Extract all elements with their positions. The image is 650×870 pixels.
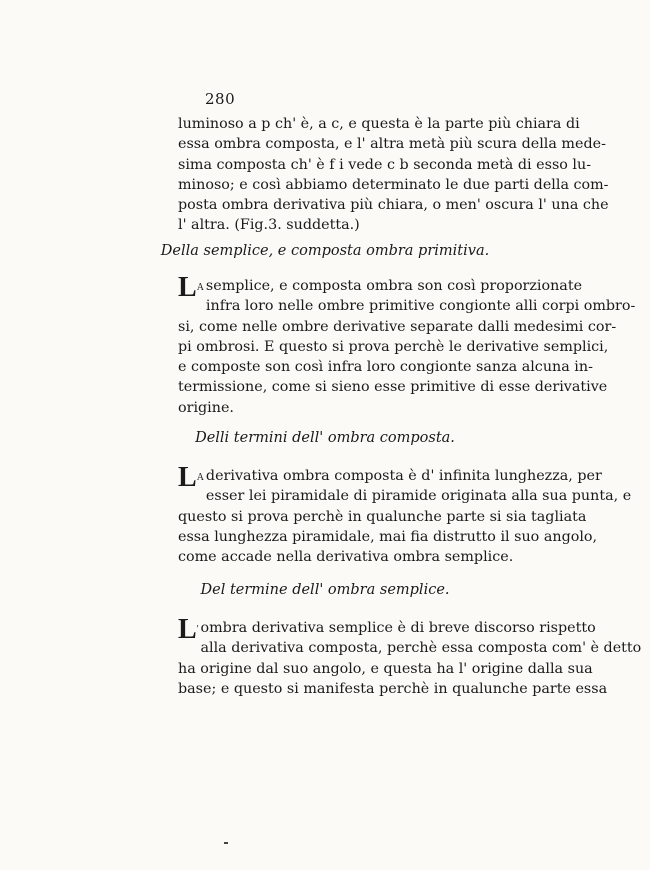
paragraph-line: $L^A$ derivativa ombra composta è d' infinita lunghezza, per (178, 462, 602, 493)
paragraph-line: ha origine dal suo angolo, e questa ha l' origine dalla sua (178, 660, 593, 677)
paragraph-1 (178, 114, 609, 236)
drop-cap: L' (178, 614, 199, 645)
paragraph-line: essa lunghezza piramidale, mai fia distrutto il suo angolo, (178, 528, 598, 545)
paragraph-line: minoso; e così abbiamo determinato le due parti della com- (178, 176, 609, 193)
paragraph-line: infra loro nelle ombre primitive congionte alli corpi ombro- (205, 298, 636, 315)
section-heading-2: Delli termini dell' ombra composta. (195, 430, 455, 446)
paragraph-3 (178, 462, 632, 567)
paragraph-4 (178, 614, 642, 699)
paragraph-line: $L^A$ semplice, e composta ombra son così proporzionate (178, 272, 583, 303)
paragraph-line: come accade nella derivativa ombra semplice. (178, 549, 514, 566)
paragraph-line: L' ombra derivativa semplice è di breve discorso rispetto (178, 614, 596, 645)
paragraph-line: termissione, come si sieno esse primitive di esse derivative (178, 379, 608, 396)
paragraph-line: base; e questo si manifesta perchè in qualunche parte essa (178, 680, 608, 697)
paragraph-line: sima composta ch' è f i vede c b seconda metà di esso lu- (178, 156, 592, 173)
paragraph-line: luminoso a p ch' è, a c, e questa è la parte più chiara di (178, 116, 580, 132)
paragraph-line: posta ombra derivativa più chiara, o men' oscura l' una che (178, 197, 609, 214)
paragraph-line: e composte son così infra loro congionte sanza alcuna in- (178, 359, 593, 376)
paragraph-line: questo si prova perchè in qualunche parte si sia tagliata (178, 508, 587, 525)
page-number: 280 (205, 90, 236, 108)
paragraph-line: l' altra. (Fig.3. suddetta.) (178, 217, 360, 234)
drop-cap: $L^A$ (178, 462, 204, 493)
paragraph-2 (178, 272, 636, 418)
paragraph-line: origine. (178, 399, 234, 416)
paragraph-line: esser lei piramidale di piramide originata alla sua punta, e (205, 488, 632, 505)
paragraph-line: pi ombrosi. E questo si prova perchè le derivative semplici, (178, 338, 609, 355)
ink-mark (224, 842, 228, 844)
section-heading-3: Del termine dell' ombra semplice. (200, 582, 450, 598)
paragraph-line: essa ombra composta, e l' altra metà più scura della mede- (178, 136, 606, 153)
drop-cap: $L^A$ (178, 272, 204, 303)
section-heading-1: Della semplice, e composta ombra primitiva. (160, 243, 490, 259)
paragraph-line: alla derivativa composta, perchè essa composta com' è detto (200, 640, 642, 657)
paragraph-line: si, come nelle ombre derivative separate dalli medesimi cor- (178, 318, 617, 335)
